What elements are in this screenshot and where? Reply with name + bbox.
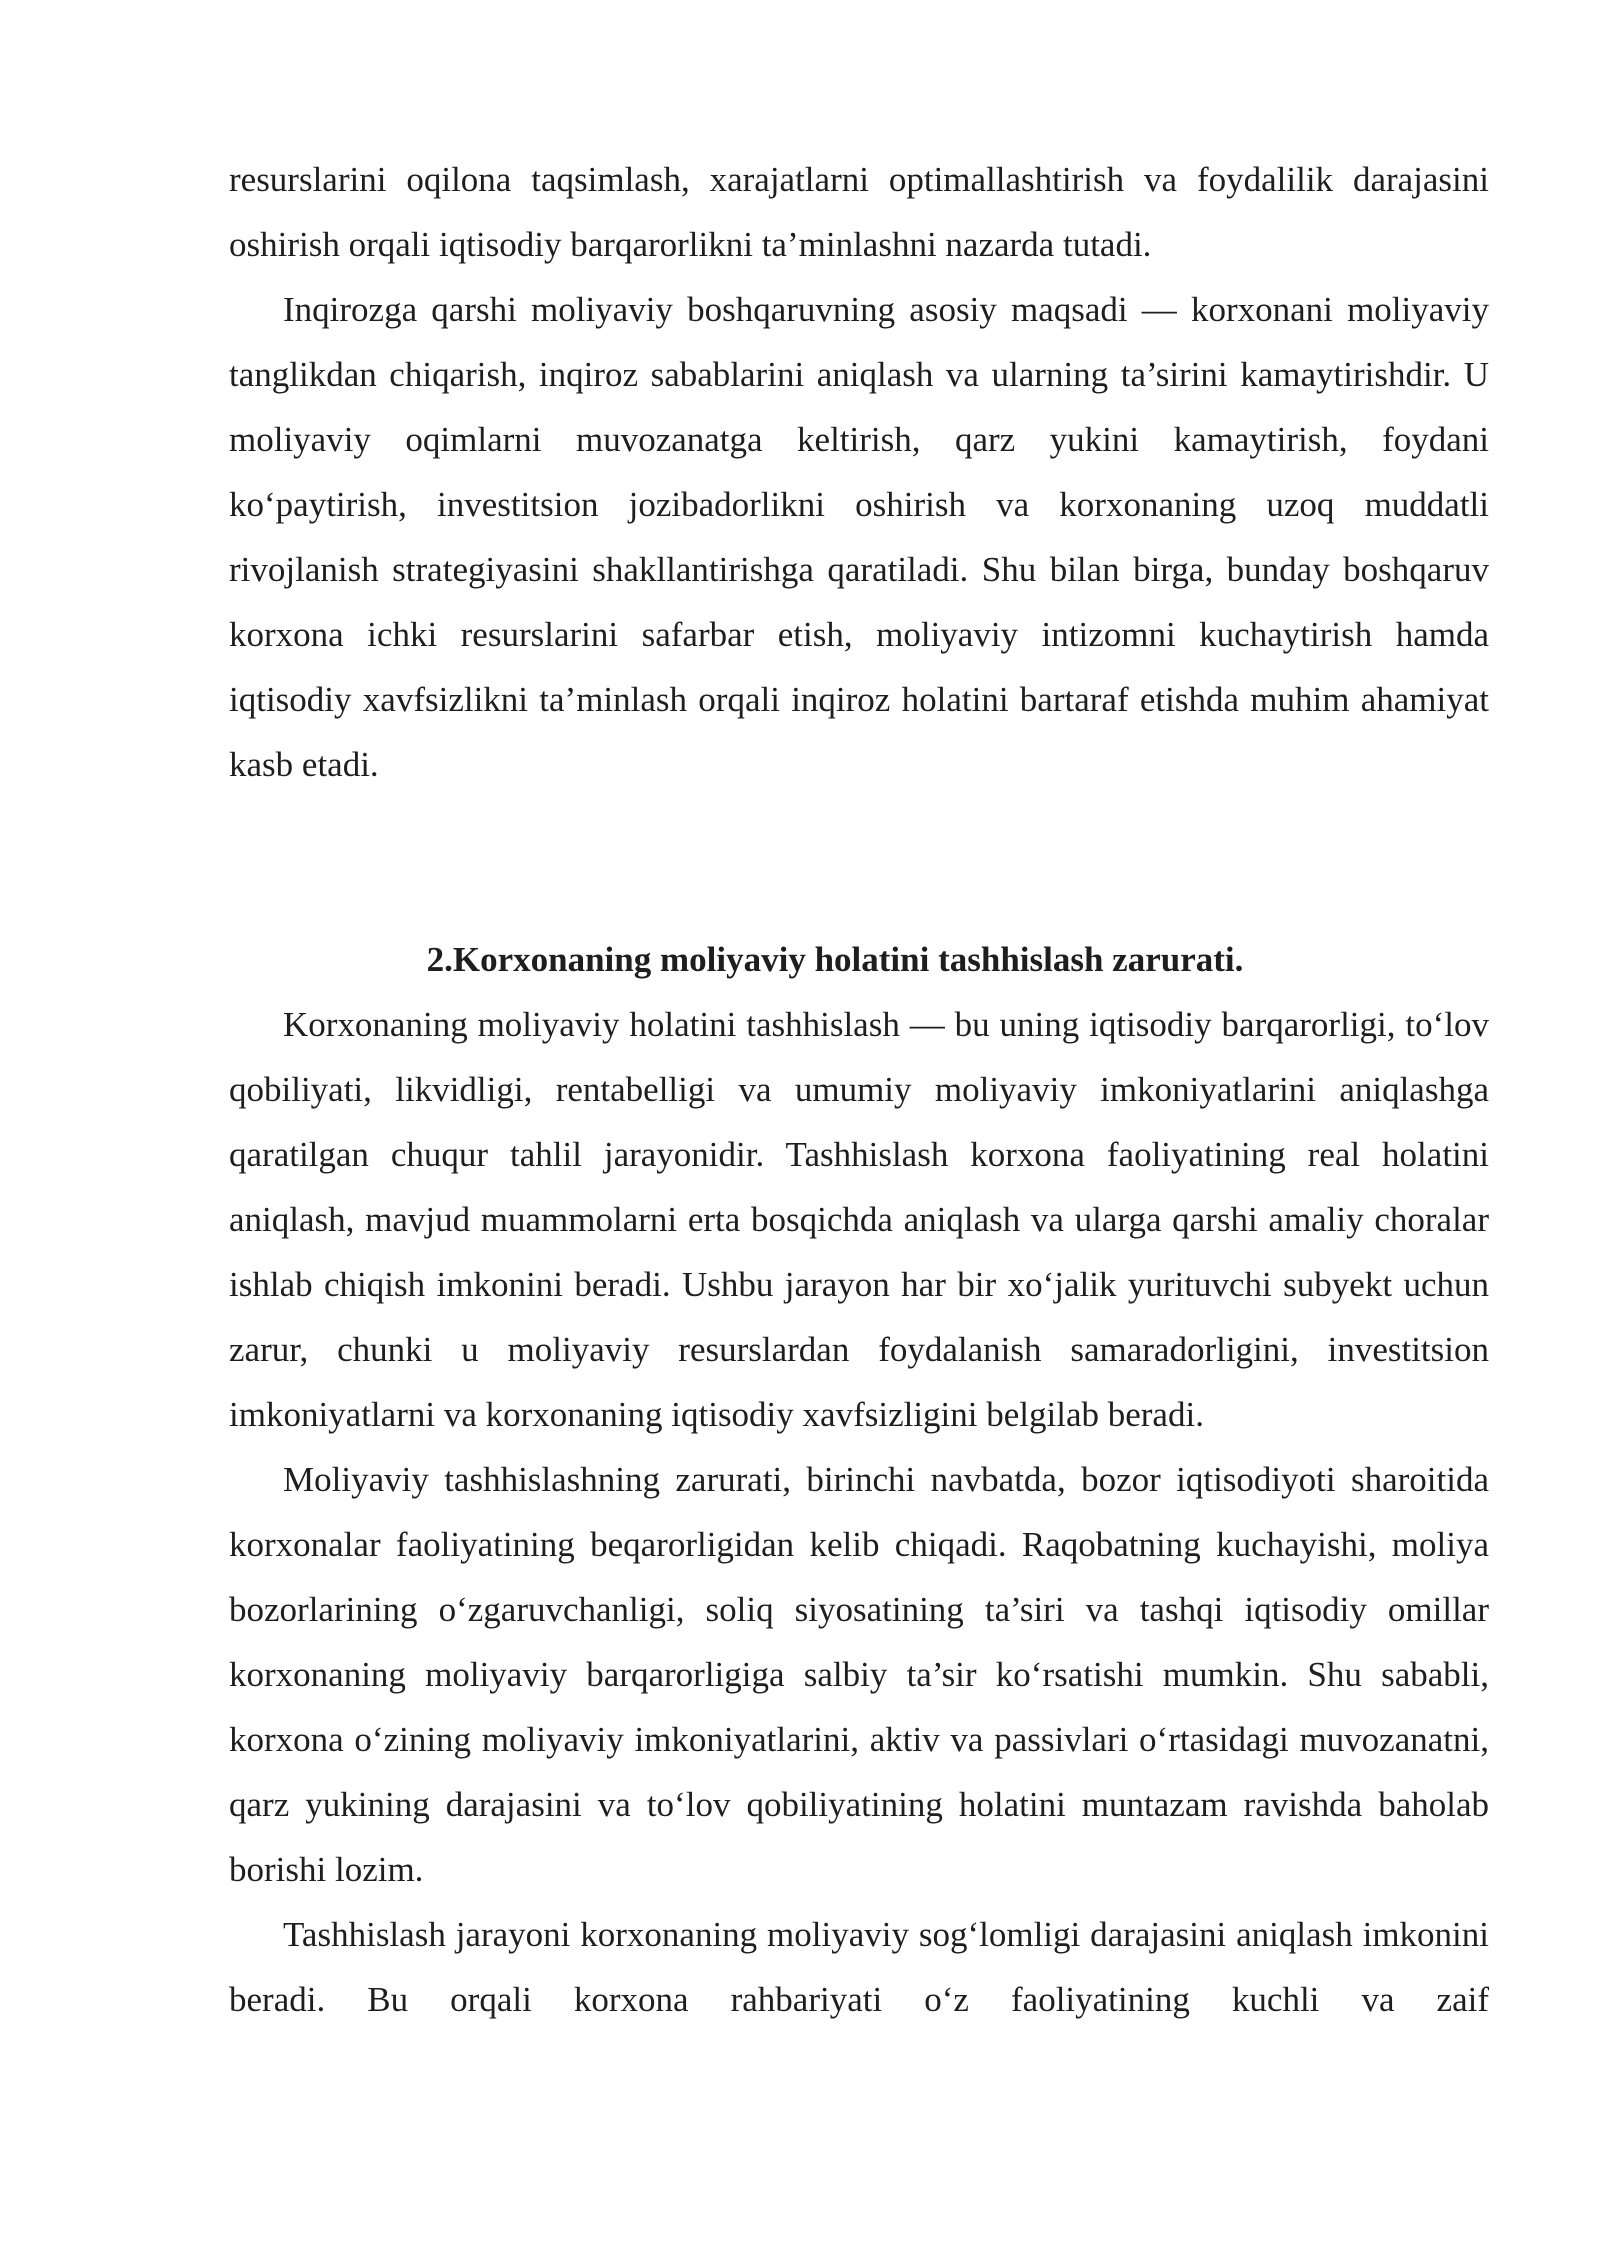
section-gap <box>229 797 1489 927</box>
intro-continuation-paragraph: resurslarini oqilona taqsimlash, xarajatlarni optimallashtirish va foydalilik darajasini oshirish orqali iqtisodiy barqarorlikni ta’minlashni nazarda tutadi. <box>229 160 1489 264</box>
intro-paragraph: Inqirozga qarshi moliyaviy boshqaruvning asosiy maqsadi — korxonani moliyaviy tanglikdan chiqarish, inqiroz sabablarini aniqlash va ularning ta’sirini kamaytirishdir. U moliyaviy oqimlarni muvozanatga keltirish, qarz yukini kamaytirish, foydani ko‘paytirish, investitsion jozibadorlikni oshirish va korxonaning uzoq muddatli rivojlanish strategiyasini shakllantirishga qaratiladi. Shu bilan birga, bunday boshqaruv korxona ichki resurslarini safarbar etish, moliyaviy intizomni kuchaytirish hamda iqtisodiy xavfsizlikni ta’minlash orqali inqiroz holatini bartaraf etishda muhim ahamiyat kasb etadi. <box>229 290 1489 784</box>
section-paragraph-1: Korxonaning moliyaviy holatini tashhislash — bu uning iqtisodiy barqarorligi, to‘lov qobiliyati, likvidligi, rentabelligi va umumiy moliyaviy imkoniyatlarini aniqlashga qaratilgan chuqur tahlil jarayonidir. Tashhislash korxona faoliyatining real holatini aniqlash, mavjud muammolarni erta bosqichda aniqlash va ularga qarshi amaliy choralar ishlab chiqish imkonini beradi. Ushbu jarayon har bir xo‘jalik yurituvchi subyekt uchun zarur, chunki u moliyaviy resurslardan foydalanish samaradorligini, investitsion imkoniyatlarni va korxonaning iqtisodiy xavfsizligini belgilab beradi. <box>229 1005 1489 1434</box>
section-paragraph-3: Tashhislash jarayoni korxonaning moliyaviy sog‘lomligi darajasini aniqlash imkonini beradi. Bu orqali korxona rahbariyati o‘z faoliyatining kuchli va zaif <box>229 1915 1489 2019</box>
section-paragraph-2: Moliyaviy tashhislashning zarurati, birinchi navbatda, bozor iqtisodiyoti sharoitida korxonalar faoliyatining beqarorligidan kelib chiqadi. Raqobatning kuchayishi, moliya bozorlarining o‘zgaruvchanligi, soliq siyosatining ta’siri va tashqi iqtisodiy omillar korxonaning moliyaviy barqarorligiga salbiy ta’sir ko‘rsatishi mumkin. Shu sababli, korxona o‘zining moliyaviy imkoniyatlarini, aktiv va passivlari o‘rtasidagi muvozanatni, qarz yukining darajasini va to‘lov qobiliyatining holatini muntazam ravishda baholab borishi lozim. <box>229 1460 1489 1889</box>
document-page <box>229 147 1489 2032</box>
section-heading: 2.Korxonaning moliyaviy holatini tashhislash zarurati. <box>426 940 1244 979</box>
